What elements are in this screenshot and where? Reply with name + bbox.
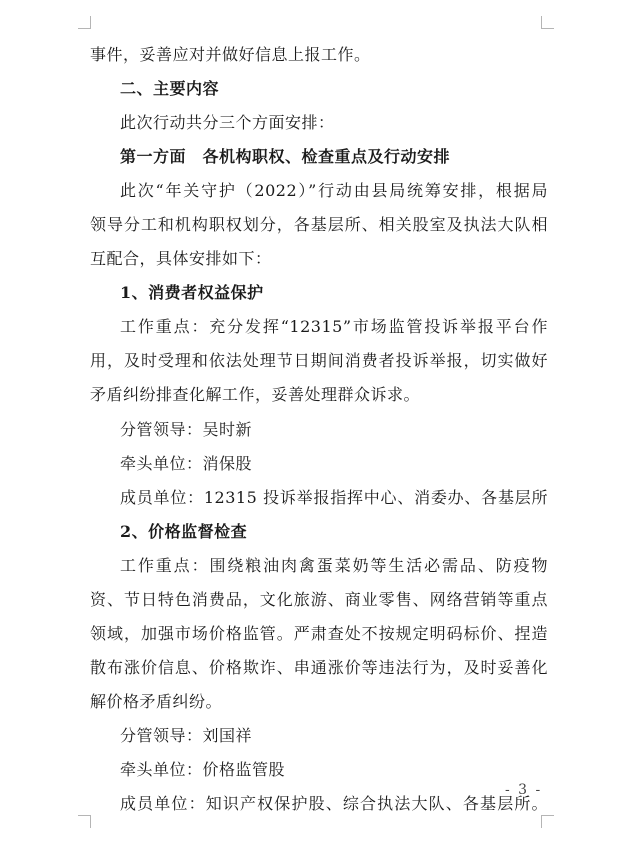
paragraph-line: 此次行动共分三个方面安排： (120, 113, 335, 132)
leader-line: 分管领导：吴时新 (120, 420, 253, 439)
paragraph-line: 工作重点：围绕粮油肉禽蛋菜奶等生活必需品、防疫物 (120, 556, 548, 575)
paragraph-line: 解价格矛盾纠纷。 (90, 692, 223, 711)
member-units-line: 成员单位：12315 投诉举报指挥中心、消委办、各基层所 (120, 488, 548, 507)
item-heading: 2、价格监督检查 (120, 522, 248, 541)
crop-mark-top-left (78, 16, 91, 29)
leader-line: 分管领导：刘国祥 (120, 726, 253, 745)
page-number: - 3 - (505, 782, 543, 798)
section-heading: 二、主要内容 (120, 79, 220, 98)
paragraph-line: 事件，妥善应对并做好信息上报工作。 (90, 45, 371, 64)
crop-mark-bottom-left (78, 815, 91, 828)
paragraph-line: 资、节日特色消费品，文化旅游、商业零售、网络营销等重点 (90, 590, 548, 609)
item-heading: 1、消费者权益保护 (120, 283, 264, 302)
lead-unit-line: 牵头单位：消保股 (120, 454, 253, 473)
member-units-line: 成员单位：知识产权保护股、综合执法大队、各基层所。 (120, 794, 548, 813)
subsection-heading: 第一方面 各机构职权、检查重点及行动安排 (120, 147, 451, 166)
paragraph-line: 此次“年关守护（2022）”行动由县局统筹安排，根据局 (120, 181, 548, 200)
crop-mark-top-right (541, 16, 554, 29)
crop-mark-bottom-right (541, 815, 554, 828)
paragraph-line: 领导分工和机构职权划分，各基层所、相关股室及执法大队相 (90, 215, 548, 234)
paragraph-line: 散布涨价信息、价格欺诈、串通涨价等违法行为，及时妥善化 (90, 658, 548, 677)
paragraph-line: 领域，加强市场价格监管。严肃查处不按规定明码标价、捏造 (90, 624, 548, 643)
paragraph-line: 工作重点：充分发挥“12315”市场监管投诉举报平台作 (120, 317, 548, 336)
paragraph-line: 矛盾纠纷排查化解工作，妥善处理群众诉求。 (90, 385, 421, 404)
lead-unit-line: 牵头单位：价格监管股 (120, 760, 286, 779)
paragraph-line: 用，及时受理和依法处理节日期间消费者投诉举报，切实做好 (90, 351, 548, 370)
paragraph-line: 互配合，具体安排如下： (90, 249, 272, 268)
